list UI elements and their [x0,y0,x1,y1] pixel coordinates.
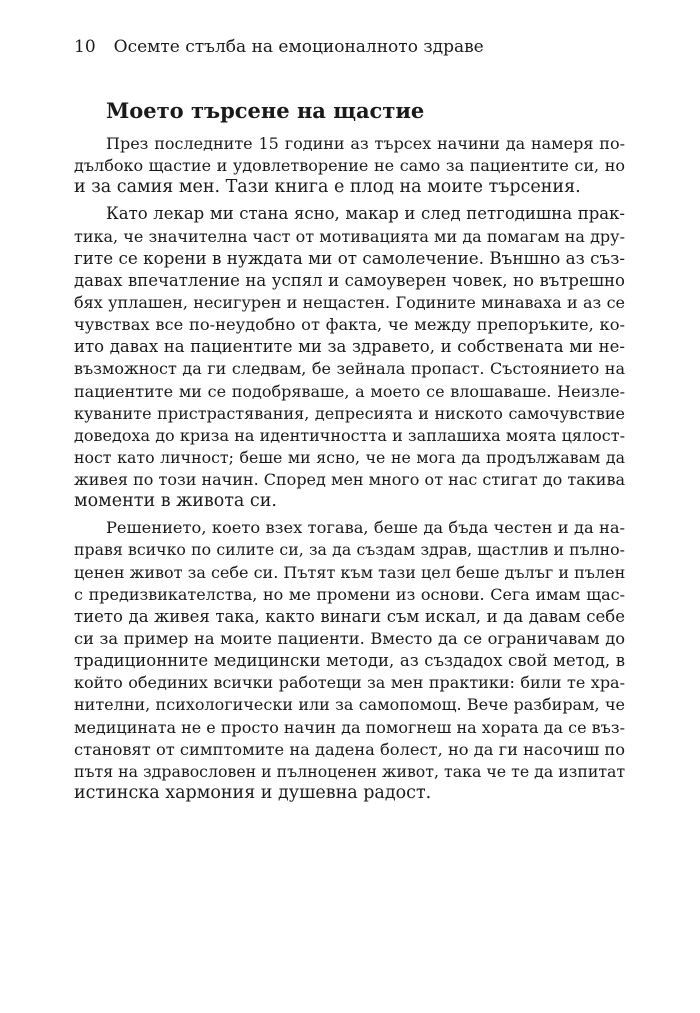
paragraph-1-line-2: дълбоко щастие и удовлетворение не само за пациентите си, но [74,156,625,175]
paragraph-3-line-3: ценен живот за себе си. Пътят към тази цел беше дълъг и пълен [74,563,626,582]
paragraph-3-line-6: си за пример на моите пациенти. Вместо да се ограничавам до [74,629,625,648]
paragraph-2-line-12: ност като личност; беше ми ясно, че не мога да продължавам да [74,448,625,467]
paragraph-2-line-13: живея по този начин. Според мен много от нас стигат до такива [74,470,625,489]
paragraph-3-line-1: Решението, което взех тогава, беше да бъда честен и да на- [106,518,625,537]
paragraph-1-line-1: През последните 15 години аз търсех начини да намеря по- [106,134,625,153]
paragraph-2-line-6: чувствах все по-неудобно от факта, че между препоръките, ко- [74,315,625,334]
paragraph-3-line-8: който обединих всички работещи за мен практики: били те хра- [74,673,625,692]
paragraph-3-line-5: тието да живея така, както винаги съм искал, и да давам себе [74,607,625,626]
paragraph-2-line-10: куваните пристрастявания, депресията и ниското самочувствие [74,404,625,423]
paragraph-2-line-14: моменти в живота си. [74,491,277,511]
running-head [74,36,484,58]
paragraph-3-line-2: правя всичко по силите си, за да създам здрав, щастлив и пълно- [74,540,625,559]
paragraph-2-line-9: пациентите ми се подобряваше, а моето се влошаваше. Неизле- [74,382,625,401]
page-number: 10 [74,37,96,57]
paragraph-2-line-3: гите се корени в нуждата ми от самолечение. Външно аз съз- [74,248,625,268]
paragraph-3-line-7: традиционните медицински методи, аз създадох свой метод, в [74,651,625,670]
paragraph-2-line-7: ито давах на пациентите ми за здравето, и собствената ми не- [74,337,625,356]
paragraph-2-line-4: давах впечатление на успял и самоуверен човек, но вътрешно [74,271,625,290]
paragraph-3-line-10: медицината не е просто начин да помогнеш на хората да се въз- [74,718,625,737]
paragraph-2-line-2: тика, че значителна част от мотивацията ми да помагам на дру- [74,227,625,246]
book-title: Осемте стълба на емоционалното здраве [113,37,484,57]
paragraph-3-line-13: истинска хармония и душевна радост. [74,783,432,803]
paragraph-3-line-11: становят от симптомите на дадена болест, но да ги насочиш по [74,740,625,759]
paragraph-3-line-4: с предизвикателства, но ме промени из основи. Сега имам щас- [74,585,625,604]
paragraph-2-line-1: Като лекар ми стана ясно, макар и след петгодишна прак- [106,204,625,223]
section-heading: Моето търсене на щастие [106,98,425,123]
paragraph-2-line-11: доведоха до криза на идентичността и заплашиха моята цялост- [74,426,625,445]
paragraph-2-line-5: бях уплашен, несигурен и нещастен. Годините минаваха и аз се [74,293,625,312]
paragraph-3-line-12: пътя на здравословен и пълноценен живот, така че те да изпитат [74,762,626,781]
paragraph-2-line-8: възможност да ги следвам, бе зейнала пропаст. Състоянието на [74,359,625,378]
paragraph-1-line-3: и за самия мен. Тази книга е плод на моите търсения. [74,177,581,197]
paragraph-3-line-9: нителни, психологически или за самопомощ. Вече разбирам, че [74,695,625,714]
